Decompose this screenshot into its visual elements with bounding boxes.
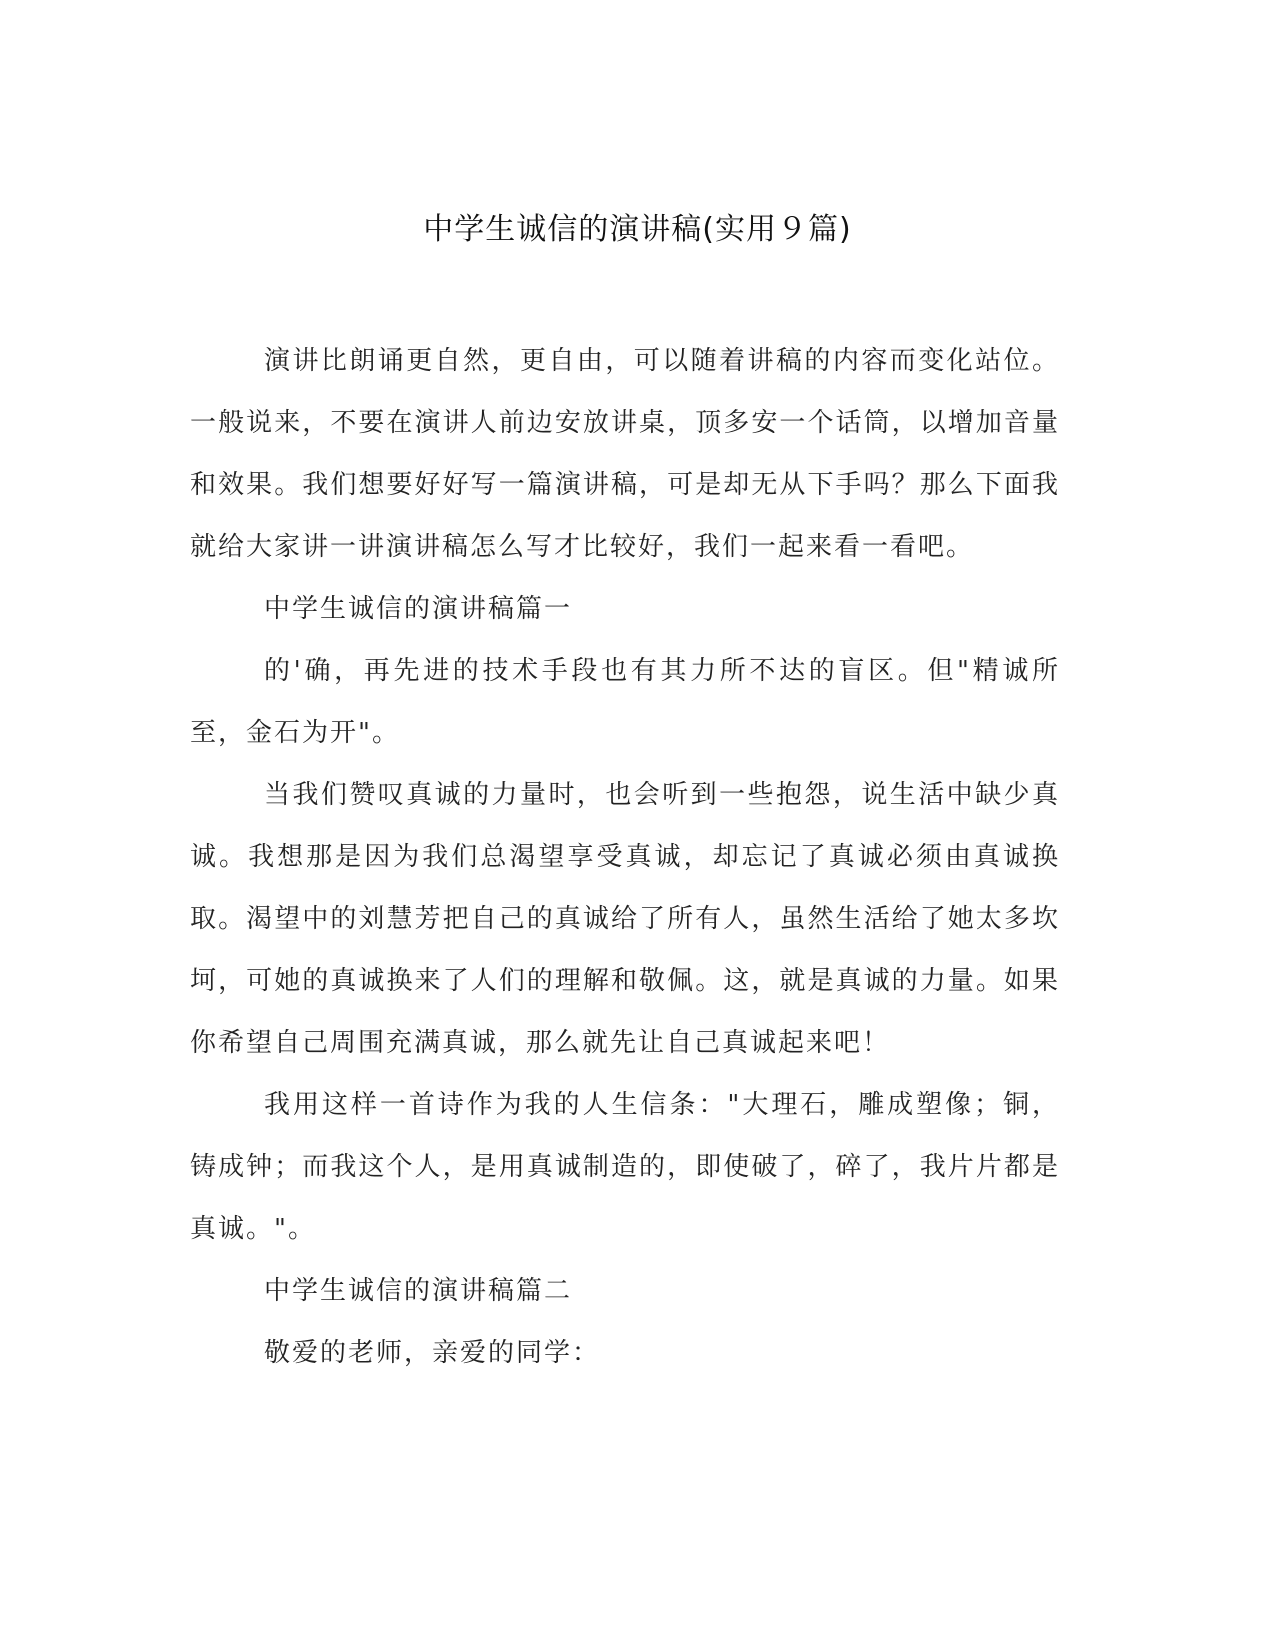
- body-paragraph: 当我们赞叹真诚的力量时，也会听到一些抱怨，说生活中缺少真诚。我想那是因为我们总渴望享受真诚，却忘记了真诚必须由真诚换取。渴望中的刘慧芳把自己的真诚给了所有人，虽然生活给了她太多坎坷，可她的真诚换来了人们的理解和敬佩。这，就是真诚的力量。如果你希望自己周围充满真诚，那么就先让自己真诚起来吧！: [190, 780, 1060, 1058]
- body-paragraph: 我用这样一首诗作为我的人生信条："大理石，雕成塑像；铜，铸成钟；而我这个人，是用真诚制造的，即使破了，碎了，我片片都是真诚。"。: [190, 1090, 1060, 1244]
- section-heading-1: 中学生诚信的演讲稿篇一: [264, 594, 573, 624]
- intro-paragraph: 演讲比朗诵更自然，更自由，可以随着讲稿的内容而变化站位。一般说来，不要在演讲人前边安放讲桌，顶多安一个话筒，以增加音量和效果。我们想要好好写一篇演讲稿，可是却无从下手吗？那么下面我就给大家讲一讲演讲稿怎么写才比较好，我们一起来看一看吧。: [190, 346, 1060, 562]
- salutation: 敬爱的老师，亲爱的同学：: [264, 1338, 601, 1368]
- section-heading-2: 中学生诚信的演讲稿篇二: [264, 1276, 573, 1306]
- document-body: [190, 330, 1060, 1384]
- body-paragraph: 的'确，再先进的技术手段也有其力所不达的盲区。但"精诚所至，金石为开"。: [190, 656, 1060, 748]
- document-title: 中学生诚信的演讲稿(实用９篇): [423, 212, 852, 247]
